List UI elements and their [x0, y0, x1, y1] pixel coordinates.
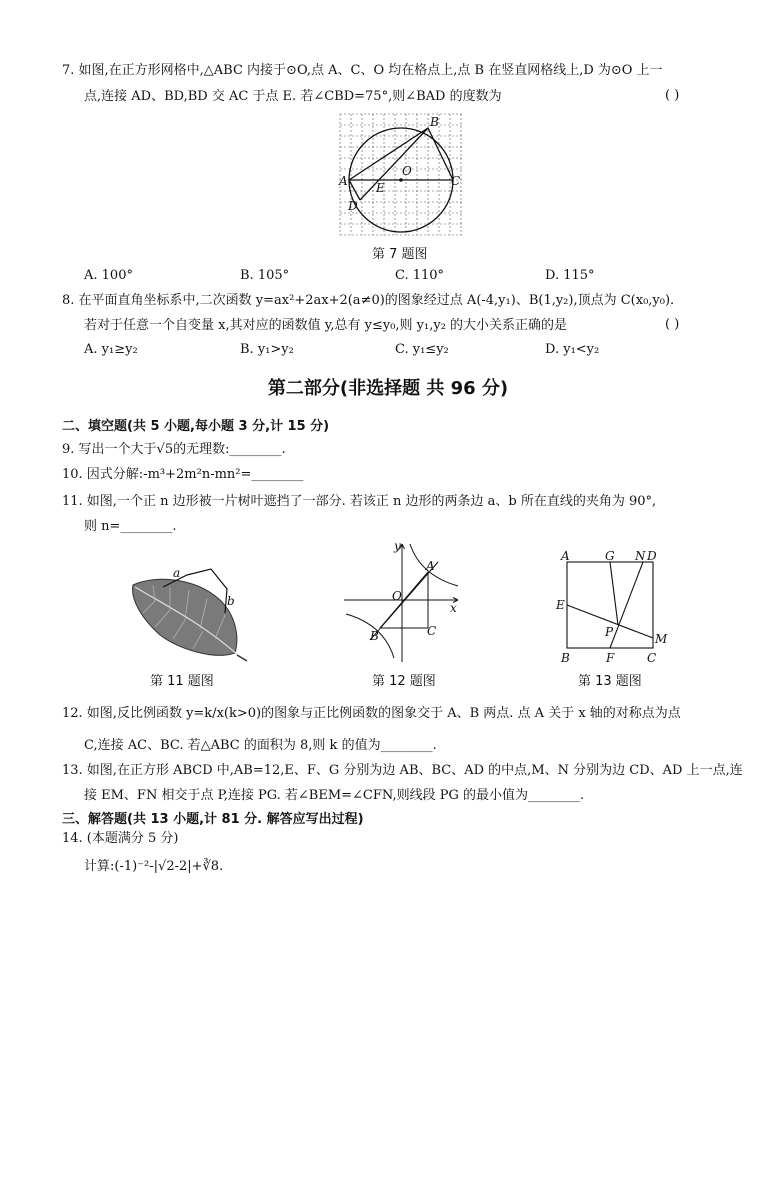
q13-label-c: C [647, 651, 657, 665]
q9: 9. 写出一个大于√5的无理数:________. [62, 442, 286, 457]
q13-label-m: M [655, 632, 668, 646]
q11-figure [125, 565, 255, 665]
q12-figure [340, 540, 465, 665]
q12-caption: 第 12 题图 [372, 674, 436, 689]
q7-label-d: D [348, 199, 358, 213]
q11-line2: 则 n=________. [84, 519, 177, 534]
q12-line2: C,连接 AC、BC. 若△ABC 的面积为 8,则 k 的值为________. [84, 738, 437, 753]
q12-label-c: C [427, 624, 437, 638]
q13-label-f: F [606, 651, 615, 665]
q8-option-a: A. y₁≥y₂ [84, 342, 138, 357]
q10: 10. 因式分解:-m³+2m²n-mn²=________ [62, 467, 304, 482]
q13-line2: 接 EM、FN 相交于点 P,连接 PG. 若∠BEM=∠CFN,则线段 PG 的最小值为________. [84, 788, 585, 803]
q8-option-d: D. y₁<y₂ [545, 342, 600, 357]
q13-label-a: A [561, 549, 570, 563]
q13-label-b: B [561, 651, 570, 665]
q11-line1: 11. 如图,一个正 n 边形被一片树叶遮挡了一部分. 若该正 n 边形的两条边 a、b 所在直线的夹角为 90°, [62, 494, 657, 509]
q14-title: 14. (本题满分 5 分) [62, 831, 179, 846]
q7-option-b: B. 105° [240, 268, 290, 283]
q12-line1: 12. 如图,反比例函数 y=k/x(k>0)的图象与正比例函数的图象交于 A、B 两点. 点 A 关于 x 轴的对称点为点 [62, 706, 681, 721]
q12-label-b: B [370, 629, 379, 643]
q7-line1: 7. 如图,在正方形网格中,△ABC 内接于⊙O,点 A、C、O 均在格点上,点 B 在竖直网格线上,D 为⊙O 上一 [62, 63, 663, 78]
fill-header: 二、填空题(共 5 小题,每小题 3 分,计 15 分) [62, 419, 330, 434]
q7-line2: 点,连接 AD、BD,BD 交 AC 于点 E. 若∠CBD=75°,则∠BAD 的度数为 [84, 89, 502, 104]
q7-label-c: C [451, 174, 461, 188]
q12-label-a: A [426, 559, 435, 573]
q11-label-b: b [227, 594, 235, 608]
q8-option-c: C. y₁≤y₂ [395, 342, 449, 357]
q7-option-c: C. 110° [395, 268, 445, 283]
q7-label-e: E [376, 181, 385, 195]
q13-label-n: N [635, 549, 646, 563]
q8-line1: 8. 在平面直角坐标系中,二次函数 y=ax²+2ax+2(a≠0)的图象经过点 A(-4,y₁)、B(1,y₂),顶点为 C(x₀,y₀). [62, 293, 675, 308]
q7-label-o: O [402, 164, 412, 178]
q7-option-a: A. 100° [84, 268, 133, 283]
section-2-title: 第二部分(非选择题 共 96 分) [267, 378, 509, 399]
q8-option-b: B. y₁>y₂ [240, 342, 294, 357]
q11-caption: 第 11 题图 [150, 674, 214, 689]
q13-label-p: P [605, 625, 614, 639]
q7-label-a: A [339, 174, 348, 188]
q13-line1: 13. 如图,在正方形 ABCD 中,AB=12,E、F、G 分别为边 AB、BC、AD 的中点,M、N 分别为边 CD、AD 上一点,连 [62, 763, 743, 778]
q7-caption: 第 7 题图 [372, 247, 428, 262]
q13-label-g: G [605, 549, 615, 563]
q8-line2: 若对于任意一个自变量 x,其对应的函数值 y,总有 y≤y₀,则 y₁,y₂ 的大小关系正确的是 [84, 318, 568, 333]
q12-label-o: O [392, 589, 402, 603]
answer-header: 三、解答题(共 13 小题,计 81 分. 解答应写出过程) [62, 812, 364, 827]
q14-body: 计算:(-1)⁻²-|√2-2|+∛8. [84, 859, 224, 874]
q8-answer-paren: ( ) [665, 317, 680, 332]
q13-figure [555, 546, 675, 671]
q7-label-b: B [430, 115, 439, 129]
q12-label-y: y [394, 540, 401, 553]
q7-answer-paren: ( ) [665, 88, 680, 103]
q7-option-d: D. 115° [545, 268, 595, 283]
q13-label-e: E [556, 598, 565, 612]
q13-caption: 第 13 题图 [578, 674, 642, 689]
q7-figure [338, 112, 464, 238]
q12-label-x: x [450, 601, 457, 615]
q13-label-d: D [647, 549, 657, 563]
q11-label-a: a [173, 566, 181, 580]
